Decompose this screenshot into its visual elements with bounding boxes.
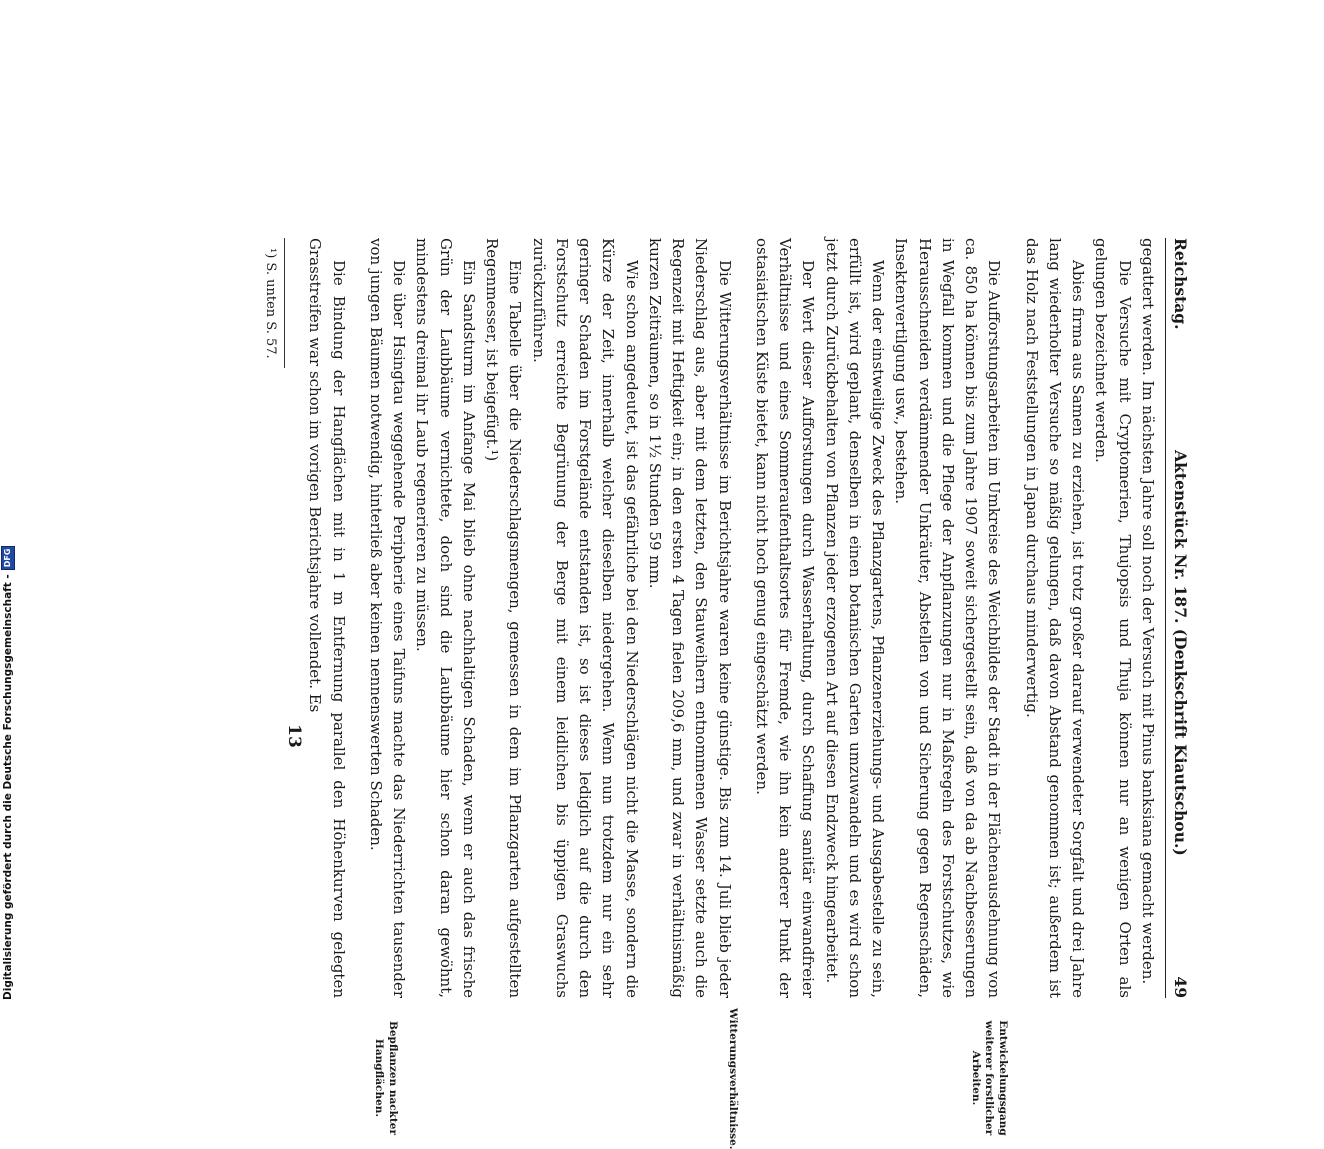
page-body <box>260 238 1159 1149</box>
running-header <box>1165 238 1192 998</box>
paragraph: Wenn der einstweilige Zweck des Pflanzgartens, Pflanzenerziehungs- und Ausgabestelle zu sein, erfüllt ist, wird geplant, denselben in einen botanischen Garten umzuwandeln und es wird schon jetzt durch Zurückbehalten von Pflanzen jeder erzogenen Art auf diesen Endzweck hingearbeitet. <box>822 238 888 998</box>
header-title: Aktenstück Nr. 187. (Denkschrift Kiautschou.) <box>1171 450 1190 856</box>
paragraph: Ein Sandsturm im Anfange Mai blieb ohne nachhaltigen Schaden, wenn er auch das frische Grün der Laubbäume vernichtete, doch sind die Laubbäume hier schon daran gewöhnt, mindestens dreimal ihr Laub regenerieren zu müssen. <box>413 238 478 998</box>
document-page <box>142 238 1192 1149</box>
paragraph: Die Versuche mit Cryptomerien, Thujopsis und Thuja können nur an wenigen Orten als gelungen bezeichnet werden. <box>1092 238 1134 998</box>
header-page-number: 49 <box>1171 976 1190 998</box>
paragraph: Eine Tabelle über die Niederschlagsmengen, gemessen in dem im Pflanzgarten aufgestellten Regenmesser, ist beigefügt.¹) <box>483 238 525 998</box>
dfg-logo: DFG <box>1 546 15 571</box>
marginal-note: Witterungsverhältnisse. <box>726 1008 739 1149</box>
paragraph: Die Bindung der Hangflächen mit in 1 m Entfernung parallel den Höhenkurven gelegten Grasstreifen war schon im vorigen Berichtsjahre vollendet. Es <box>306 238 348 998</box>
paragraph: Die Aufforstungsarbeiten im Umkreise des Weichbildes der Stadt in der Flächenausdehnung von ca. 850 ha können bis zum Jahre 1907 soweit sichergestellt sein, daß von da ab Nachbesserungen in Wegfall kommen und die Pflege der Anpflanzungen nur in Maßregeln des Forstschutzes, wie Herausschneiden verdämmender Unkräuter, Abstellen von und Sicherung gegen Regenschäden, Insektenvertilgung usw., bestehen. <box>892 238 1004 998</box>
credit-text: Digitalisierung gefördert durch die Deutsche Forschungsgemeinschaft - <box>2 574 14 1000</box>
marginal-note: Entwickelungsgang weiterer forstlicher Arbeiten. <box>969 1020 1009 1136</box>
paragraph: Abies firma aus Samen zu erziehen, ist trotz großer darauf verwendeter Sorgfalt und drei Jahre lang wiederholter Versuche so mäßig gelungen, daß davon Abstand genommen ist; außerdem ist das Holz nach Feststellungen in Japan durchaus minderwertig. <box>1022 238 1088 998</box>
paragraph: Die Witterungsverhältnisse im Berichtsjahre waren keine günstige. Bis zum 14. Juli blieb jeder Niederschlag aus, aber mit dem letzten, den Stauweihern entnommenen Wasser setzte auch die Regenzeit mit Heftigkeit ein; in den ersten 4 Tagen fielen 209,6 mm, und zwar in verhältnismäßig kurzen Zeiträumen, so in 1½ Stunden 59 mm. <box>645 238 734 998</box>
footnote: ¹) S. unten S. 57. <box>263 248 279 359</box>
paragraph: Der Wert dieser Aufforstungen durch Wasserhaltung, durch Schaffung sanitär einwandfreier Verhältnisse und eines Sommeraufenthaltsortes für Fremde, wie ihn kein anderer Punkt der ostasiatischen Küste bietet, kann nicht hoch genug eingeschätzt werden. <box>752 238 818 998</box>
paragraph: Wie schon angedeutet, ist das gefährliche bei den Niederschlägen nicht die Masse, sondern die Kürze der Zeit, innerhalb welcher dieselben niedergehen. Wenn nun trotzdem nur ein sehr geringer Schaden im Forstgelände entstanden ist, so ist dieses lediglich auf die durch den Forstschutz erreichte Begrünung der Berge mit einem leidlichen bis üppigen Graswuchs zurückzuführen. <box>529 238 641 998</box>
paragraph: gegattert werden. Im nächsten Jahre soll noch der Versuch mit Pinus banksiana gemacht werden. <box>1138 238 1157 985</box>
footnote-rule <box>284 238 285 368</box>
header-left: Reichstag. <box>1171 238 1190 330</box>
paragraph: Die über Hsingtau weggehende Peripherie eines Taifuns machte das Niederrichten tausender von jungen Bäumen notwendig, hinterließ aber keinen nennenswerten Schaden. <box>366 238 409 998</box>
digitization-credit <box>0 546 16 1000</box>
marginal-note: Bepflanzen nackter Hangflächen. <box>373 1020 399 1136</box>
folio-number: 13 <box>284 724 304 748</box>
